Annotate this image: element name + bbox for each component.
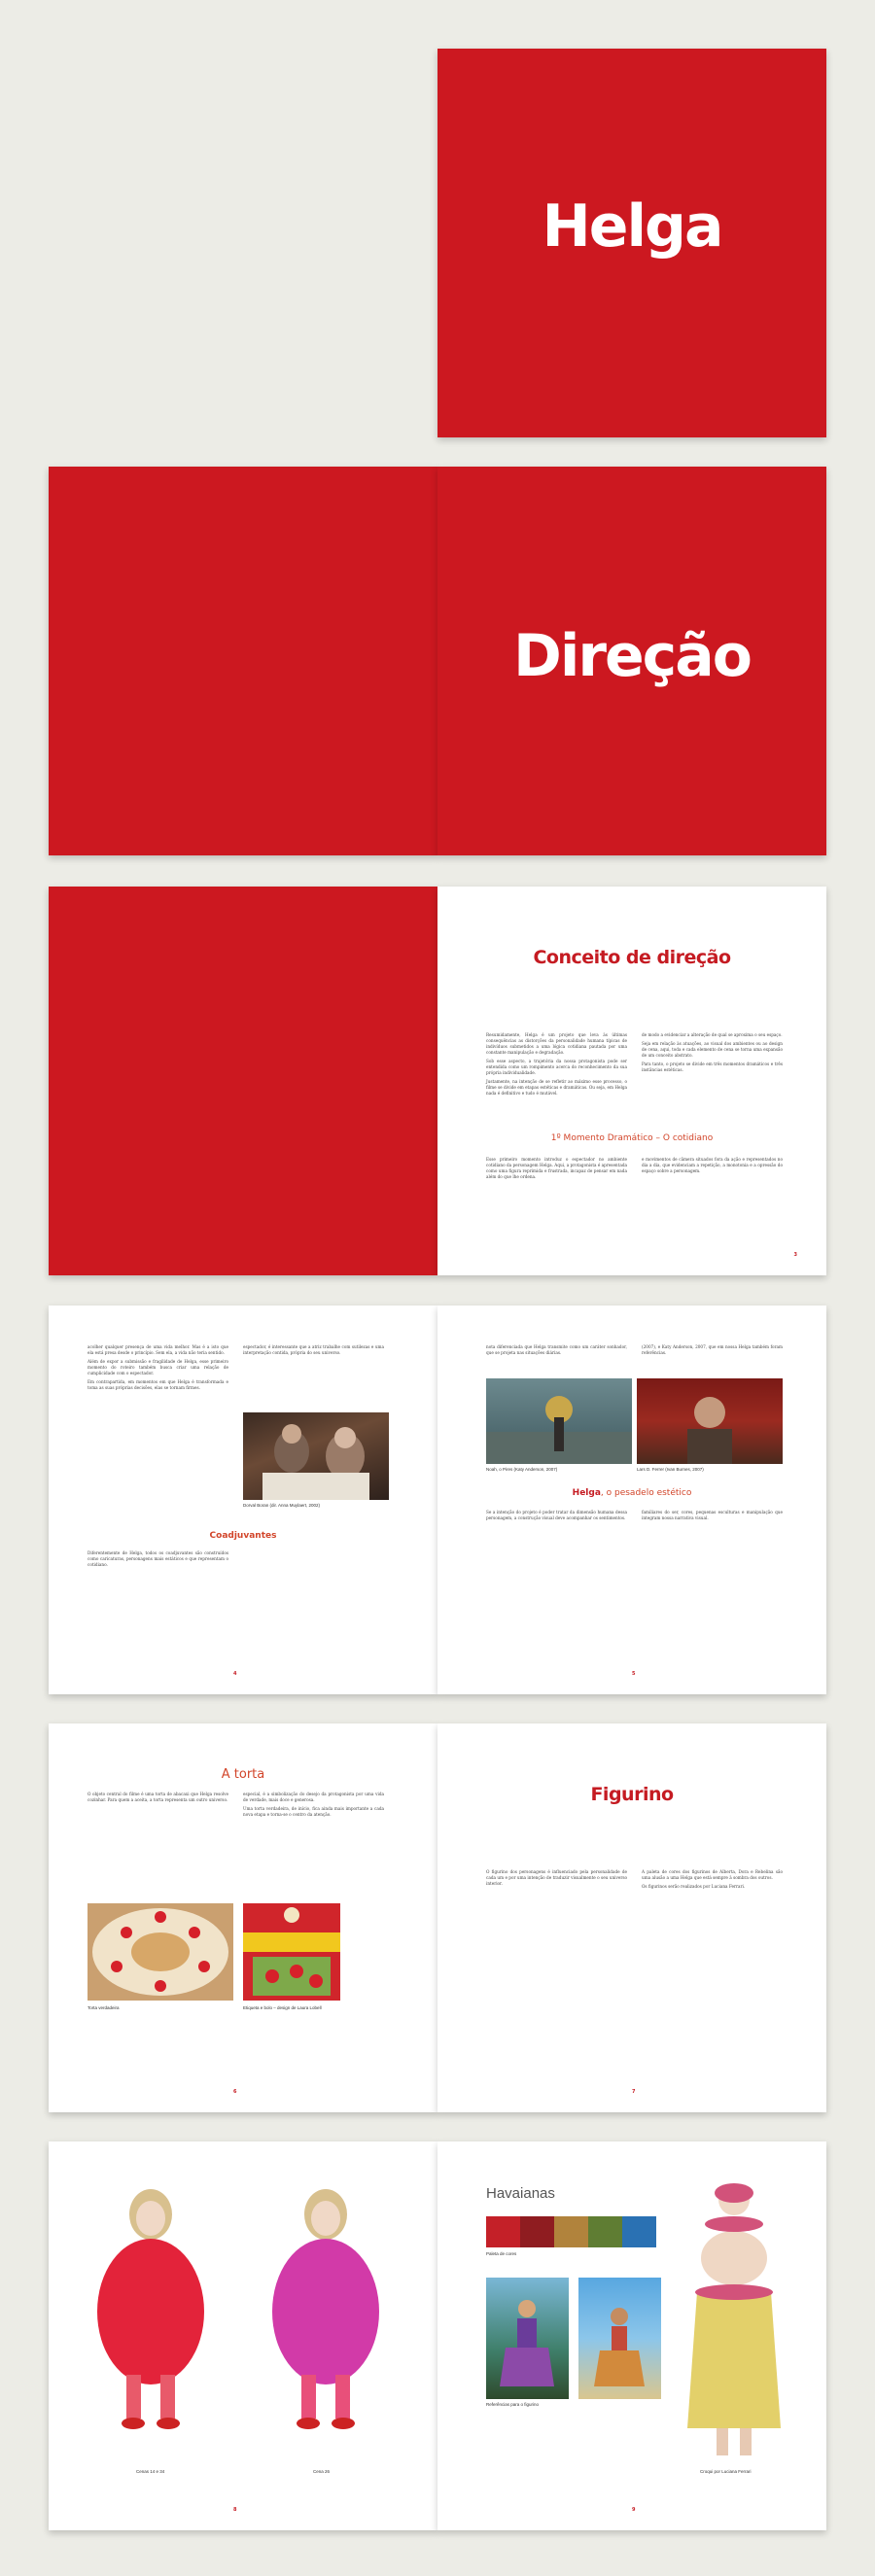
helga-right-page <box>438 1305 826 1694</box>
sketch-hula-costume <box>676 2166 792 2467</box>
torta-col1 <box>88 1792 228 1806</box>
page-number: 3 <box>793 1252 797 1258</box>
sketch-caption-1: Cenas 14 e 34 <box>136 2469 165 2474</box>
helga-right-p1: nota diferenciada que Helga transmite como um caráter sonhador, que se projeta nas situações diárias. <box>486 1344 627 1355</box>
figurino-p2: A paleta de cores dos figurinos de Alberta, Dora e Rebelina são uma alusão a uma Helga que está sempre à sombra dos outros. <box>642 1869 783 1880</box>
helga-subtitle <box>438 1488 826 1498</box>
havaianas-title: Havaianas <box>486 2185 555 2202</box>
torta-caption2: Etiqueta e bolo – design de Laura Lobell <box>243 2005 322 2010</box>
croqui-caption: Croqui por Luciana Ferrari <box>700 2469 752 2474</box>
palette-swatch <box>588 2216 622 2247</box>
page-number: 4 <box>233 1671 237 1677</box>
conceito-col1-p1: Resumidamente, Helga é um projeto que leva às últimas consequências as distorções da personalidade humana típicas de indivíduos submetidos a uma lógica cotidiana pautada por uma constante manipulação e degradação. <box>486 1032 627 1055</box>
page-number: 9 <box>632 2507 636 2513</box>
figurino-p1: O figurino dos personagens é influenciado pela personalidade de cada um e por uma intenção de traduzir visualmente o seu universo interior. <box>486 1869 627 1886</box>
direcao-title: Direção <box>513 622 751 690</box>
page-number: 8 <box>233 2507 237 2513</box>
man-photo <box>637 1378 783 1464</box>
coad-col1-b <box>88 1550 228 1571</box>
figurino-col1 <box>486 1869 627 1890</box>
hula-photo-2-illustration <box>578 2278 661 2399</box>
conceito-subtitle: 1º Momento Dramático – O cotidiano <box>550 1133 714 1143</box>
coad-left-p1: acolher qualquer presença de uma vida melhor. Mas é a isto que ela está presa desde o princípio. Sem ela, a vida não teria sentido. <box>88 1344 228 1355</box>
page-number: 6 <box>233 2089 237 2095</box>
torta-caption1: Torta verdadeira <box>88 2005 120 2010</box>
hula-photo-1-illustration <box>486 2278 569 2399</box>
spread-direcao <box>49 467 826 855</box>
helga-col1 <box>486 1344 627 1359</box>
tuba-photo <box>486 1378 632 1464</box>
sketch-caption-2: Cena 26 <box>313 2469 331 2474</box>
coad-col1 <box>88 1344 228 1394</box>
figurino-col2 <box>642 1869 783 1893</box>
helga-col1-b <box>486 1510 627 1524</box>
coad-left-p4: Diferentemente de Helga, todos os coadjuvantes são construídos como caricaturas, personagens mais estáticos e que representam o cotidiano. <box>88 1550 228 1567</box>
palette-swatch <box>486 2216 520 2247</box>
conceito-col2-p2: Seja em relação às atuações, ao visual dos ambientes ou ao design de cena, aqui, toda e cada elemento de cena se torna uma expansão de um conceito abstrato. <box>642 1041 783 1058</box>
conceito-col2-p4: e movimentos de câmera situados fora da ação e representados no dia a dia, que evidenciam a repetição, a monotonia e a opressão do espaço sobre a personagem. <box>642 1157 783 1173</box>
helga-right-p2: (2007), e Katy Anderson, 2007, que em nossa Helga também foram referências. <box>642 1344 783 1355</box>
dining-photo-illustration <box>243 1412 389 1500</box>
dining-caption: Dorval Boran (dir. Anna Muylaert, 2002) <box>243 1503 321 1508</box>
havaianas-package <box>243 1903 340 2001</box>
conceito-col2-p1: de modo a evidenciar a alteração de qual se aproxima o seu espaço. <box>642 1032 783 1037</box>
conceito-col1 <box>486 1032 627 1099</box>
hula-photo-1 <box>486 2278 569 2399</box>
conceito-col2-b <box>642 1157 783 1177</box>
helga-col2-b <box>642 1510 783 1524</box>
coad-col2 <box>243 1344 384 1359</box>
spread-conceito <box>49 887 826 1275</box>
conceito-right-page <box>438 887 826 1275</box>
coad-left-p2: Além de expor a submissão e fragilidade de Helga, esse primeiro momento do roteiro também busca criar uma relação de cumplicidade com o espectador. <box>88 1359 228 1375</box>
helga-right-p4: familiares do ser, cores, pequenas esculturas e manipulação que integram nossa narrativa visual. <box>642 1510 783 1520</box>
torta-col2 <box>243 1792 384 1821</box>
conceito-col1-p3: Justamente, na intenção de se refletir ao máximo esse processo, o filme se divide em etapas estéticas e dramáticas. Ou seja, em Helga nada é definitivo e tudo é mutável. <box>486 1079 627 1096</box>
tuba-caption: Noah, o Pires (Katy Anderson, 2007) <box>486 1467 558 1472</box>
coad-left-p5: espectador, é interessante que a atriz trabalhe com sutilezas e uma interpretação contida, própria do seu universo. <box>243 1344 384 1355</box>
coadjuvantes-left-page <box>49 1305 438 1694</box>
man-caption: Lars D. Ferrer (Ivan Burnes, 2007) <box>637 1467 704 1472</box>
direcao-right-page <box>438 467 826 855</box>
color-palette <box>486 2216 656 2247</box>
torta-p3: Uma torta verdadeira, de início, fica ainda mais importante a cada nova etapa e torna-se o centro da atenção. <box>243 1806 384 1817</box>
conceito-col2-p3: Para tanto, o projeto se divide em três momentos dramáticos e três instâncias estéticas. <box>642 1062 783 1072</box>
conceito-title: Conceito de direção <box>533 947 731 968</box>
dining-photo <box>243 1412 389 1500</box>
palette-swatch <box>622 2216 656 2247</box>
figurino-p3: Os figurinos serão realizados por Luciana Ferrari. <box>642 1884 746 1889</box>
torta-p1: O objeto central do filme é uma torta de abacaxi que Helga resolve cozinhar. Para quem a aceita, a torta representa um outro universo. <box>88 1792 228 1802</box>
cover-title: Helga <box>542 192 722 261</box>
helga-right-p3: Se a intenção do projeto é poder tratar da dimensão humana dessa personagem, a construção visual deve acompanhar os sentimentos. <box>486 1510 627 1520</box>
helga-col2 <box>642 1344 783 1359</box>
direcao-left-page <box>49 467 438 855</box>
tuba-photo-illustration <box>486 1378 632 1464</box>
cover-page <box>438 49 826 437</box>
havaianas-package-illustration <box>243 1903 340 2001</box>
reference-caption: Referências para o figurino <box>486 2402 540 2407</box>
torta-photo-illustration <box>88 1903 233 2001</box>
helga-subtitle-name: Helga <box>572 1488 601 1498</box>
torta-title: A torta <box>221 1767 265 1782</box>
coadjuvantes-title: Coadjuvantes <box>209 1531 277 1541</box>
spread-torta <box>49 1723 826 2112</box>
spread-sketches <box>49 2141 826 2530</box>
torta-p2: especial, é a simbolização do desejo da protagonista por uma vida de verdade, mais doce e generosa. <box>243 1792 384 1802</box>
conceito-col1-p2: Sob esse aspecto, a trajetória da nossa protagonista pode ser entendida como um rompimento acerca do reconhecimento da sua própria individualidade. <box>486 1059 627 1075</box>
page-number: 5 <box>632 1671 636 1677</box>
conceito-col1-b <box>486 1157 627 1183</box>
torta-photo <box>88 1903 233 2001</box>
conceito-col1-p4: Esse primeiro momento introduz o espectador no ambiente cotidiano da personagem Helga. Aqui, a protagonista é apresentada como uma figura reprimida e frustrada, incapaz de pensar em nada além do que lhe ordena. <box>486 1157 627 1179</box>
spread-cover <box>49 49 826 437</box>
sketches-left-page <box>49 2141 438 2530</box>
havaianas-right-page <box>438 2141 826 2530</box>
coad-left-p3: Em contrapartida, em momentos em que Helga é transformada e toma as suas próprias decisões, elas se tornam firmes. <box>88 1379 228 1390</box>
sketch-costume-1 <box>88 2176 214 2448</box>
figurino-title: Figurino <box>590 1784 674 1805</box>
figurino-right-page <box>438 1723 826 2112</box>
palette-swatch <box>520 2216 554 2247</box>
man-photo-illustration <box>637 1378 783 1464</box>
helga-subtitle-rest: , o pesadelo estético <box>600 1488 692 1498</box>
palette-swatch <box>554 2216 588 2247</box>
torta-left-page <box>49 1723 438 2112</box>
hula-photo-2 <box>578 2278 661 2399</box>
spread-coadjuvantes <box>49 1305 826 1694</box>
palette-label: Paleta de cores <box>486 2251 517 2256</box>
sketch-costume-2 <box>262 2176 389 2448</box>
conceito-left-page <box>49 887 438 1275</box>
page-number: 7 <box>632 2089 636 2095</box>
conceito-col2 <box>642 1032 783 1076</box>
